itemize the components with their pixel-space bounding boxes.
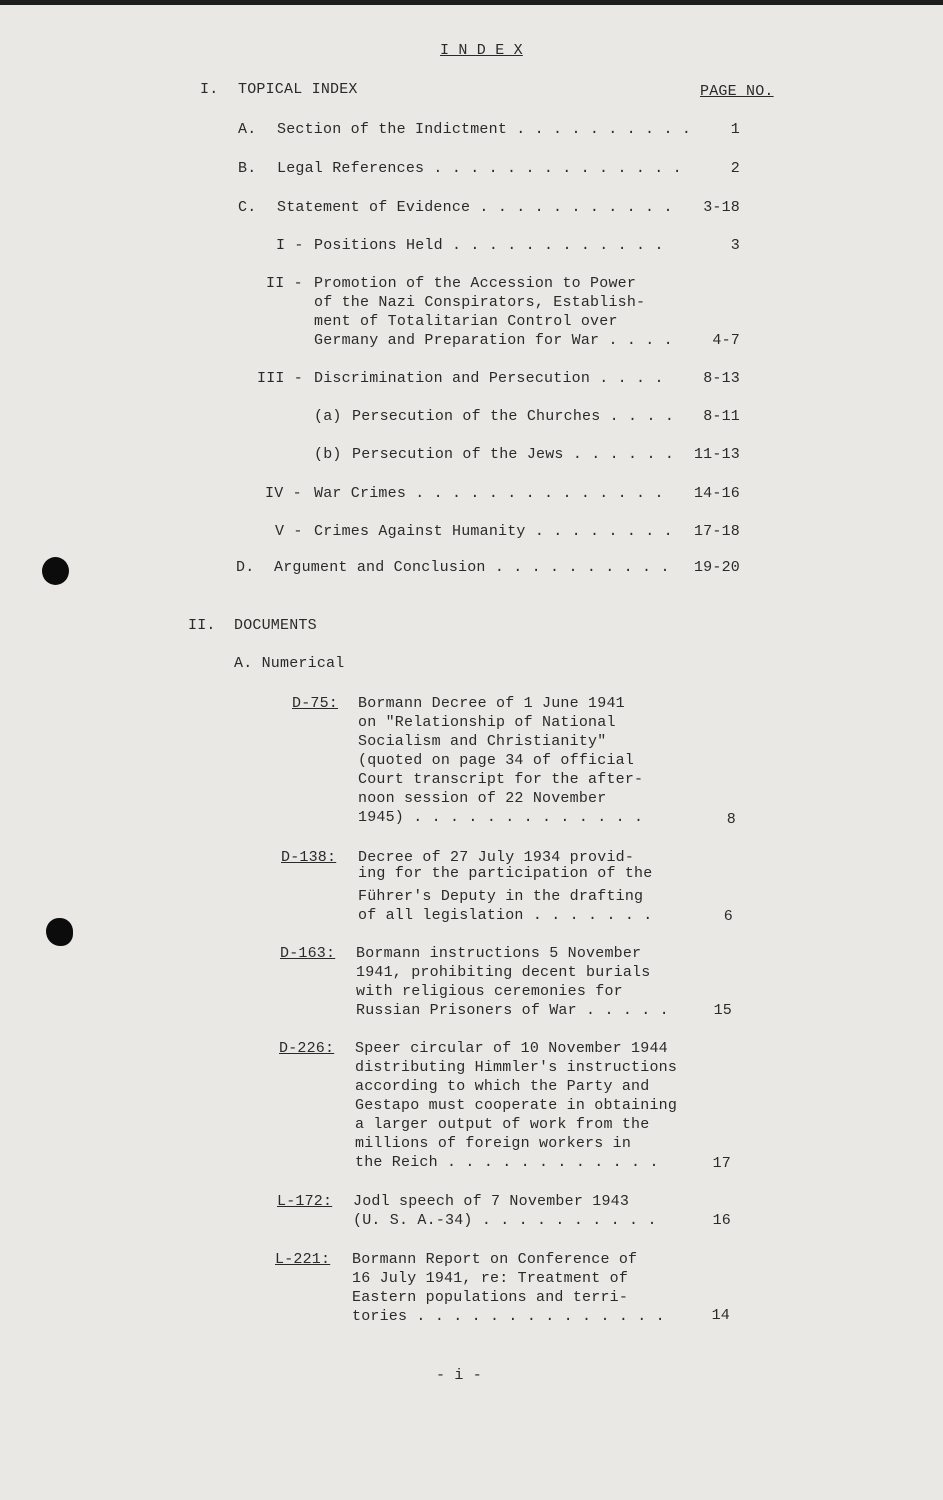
document-line: on "Relationship of National <box>358 714 616 731</box>
document-line: Gestapo must cooperate in obtaining <box>355 1097 678 1114</box>
document-line: Bormann Decree of 1 June 1941 <box>358 695 625 712</box>
section-v-line: Crimes Against Humanity . . . . . . . . <box>314 523 673 540</box>
document-line: Speer circular of 10 November 1944 <box>355 1040 668 1057</box>
subsection-a-label: (a) <box>314 408 342 425</box>
section-iv-page: 14-16 <box>693 485 740 502</box>
document-line: noon session of 22 November <box>358 790 607 807</box>
document-line: according to which the Party and <box>355 1078 650 1095</box>
document-line: millions of foreign workers in <box>355 1135 632 1152</box>
document-line: Führer's Deputy in the drafting <box>358 888 644 905</box>
document-line: Bormann Report on Conference of <box>352 1251 638 1268</box>
document-page: 15 <box>713 1002 732 1019</box>
section-iv-line: War Crimes . . . . . . . . . . . . . . <box>314 485 664 502</box>
section-iii-page: 8-13 <box>703 370 740 387</box>
entry-c-label: C. <box>238 199 257 216</box>
document-line: with religious ceremonies for <box>356 983 623 1000</box>
part2-heading: DOCUMENTS <box>234 617 317 634</box>
section-ii-line: Germany and Preparation for War . . . . <box>314 332 673 349</box>
document-page: 17 <box>712 1155 731 1172</box>
document-id: D-75: <box>292 695 339 712</box>
section-ii-line: ment of Totalitarian Control over <box>314 313 618 330</box>
entry-b-page: 2 <box>730 160 740 177</box>
document-line: distributing Himmler's instructions <box>355 1059 678 1076</box>
section-v-page: 17-18 <box>693 523 740 540</box>
document-line: tories . . . . . . . . . . . . . . <box>352 1308 665 1325</box>
document-id: L-221: <box>275 1251 331 1268</box>
index-title: I N D E X <box>440 42 523 59</box>
document-line: the Reich . . . . . . . . . . . . <box>355 1154 659 1171</box>
document-line: Court transcript for the after- <box>358 771 644 788</box>
entry-a-page: 1 <box>730 121 740 138</box>
document-line: of all legislation . . . . . . . <box>358 907 653 924</box>
punch-hole-icon <box>42 557 69 585</box>
entry-d-text: Argument and Conclusion . . . . . . . . . . <box>274 559 670 576</box>
entry-c-text: Statement of Evidence . . . . . . . . . . . <box>277 199 673 216</box>
section-iii-line: Discrimination and Persecution . . . . <box>314 370 664 387</box>
document-id: D-163: <box>280 945 336 962</box>
section-i-page: 3 <box>730 237 740 254</box>
document-line: Eastern populations and terri- <box>352 1289 629 1306</box>
section-i-line: Positions Held . . . . . . . . . . . . <box>314 237 664 254</box>
part2-subheading: A. Numerical <box>234 655 345 672</box>
subsection-a-line: Persecution of the Churches . . . . <box>352 408 675 425</box>
document-line: a larger output of work from the <box>355 1116 650 1133</box>
document-line: (quoted on page 34 of official <box>358 752 635 769</box>
entry-c-page: 3-18 <box>703 199 740 216</box>
section-iii-label: III - <box>257 370 304 387</box>
document-line: Socialism and Christianity" <box>358 733 607 750</box>
entry-b-text: Legal References . . . . . . . . . . . . . . <box>277 160 682 177</box>
scan-top-edge <box>0 0 943 5</box>
section-ii-label: II - <box>266 275 303 292</box>
document-line: 1941, prohibiting decent burials <box>356 964 651 981</box>
section-ii-line: of the Nazi Conspirators, Establish- <box>314 294 646 311</box>
footer-page-number: - i - <box>436 1367 483 1384</box>
page-no-label: PAGE NO. <box>700 83 774 100</box>
section-v-label: V - <box>275 523 303 540</box>
document-line: Jodl speech of 7 November 1943 <box>353 1193 630 1210</box>
document-line: (U. S. A.-34) . . . . . . . . . . <box>353 1212 657 1229</box>
section-ii-page: 4-7 <box>712 332 740 349</box>
document-line: 1945) . . . . . . . . . . . . . <box>358 809 644 826</box>
entry-a-label: A. <box>238 121 257 138</box>
subsection-a-page: 8-11 <box>703 408 740 425</box>
document-id: D-138: <box>281 849 337 866</box>
document-line: ing for the participation of the <box>358 865 653 882</box>
part1-numeral: I. <box>200 81 219 98</box>
part1-heading: TOPICAL INDEX <box>238 81 358 98</box>
document-line: Bormann instructions 5 November <box>356 945 642 962</box>
entry-a-text: Section of the Indictment . . . . . . . . . . <box>277 121 692 138</box>
document-page: 14 <box>711 1307 730 1324</box>
document-line: 16 July 1941, re: Treatment of <box>352 1270 629 1287</box>
document-line: Russian Prisoners of War . . . . . <box>356 1002 669 1019</box>
document-page: 6 <box>723 908 733 925</box>
part2-numeral: II. <box>188 617 216 634</box>
document-id: L-172: <box>277 1193 333 1210</box>
subsection-b-label: (b) <box>314 446 342 463</box>
document-line: Decree of 27 July 1934 provid- <box>358 849 635 866</box>
document-page: 16 <box>712 1212 731 1229</box>
section-ii-line: Promotion of the Accession to Power <box>314 275 637 292</box>
section-i-label: I - <box>276 237 304 254</box>
section-iv-label: IV - <box>265 485 302 502</box>
subsection-b-line: Persecution of the Jews . . . . . . <box>352 446 675 463</box>
subsection-b-page: 11-13 <box>693 446 740 463</box>
document-page: 8 <box>726 811 736 828</box>
document-id: D-226: <box>279 1040 335 1057</box>
punch-hole-icon <box>46 918 73 946</box>
entry-b-label: B. <box>238 160 257 177</box>
entry-d-page: 19-20 <box>693 559 740 576</box>
entry-d-label: D. <box>236 559 255 576</box>
